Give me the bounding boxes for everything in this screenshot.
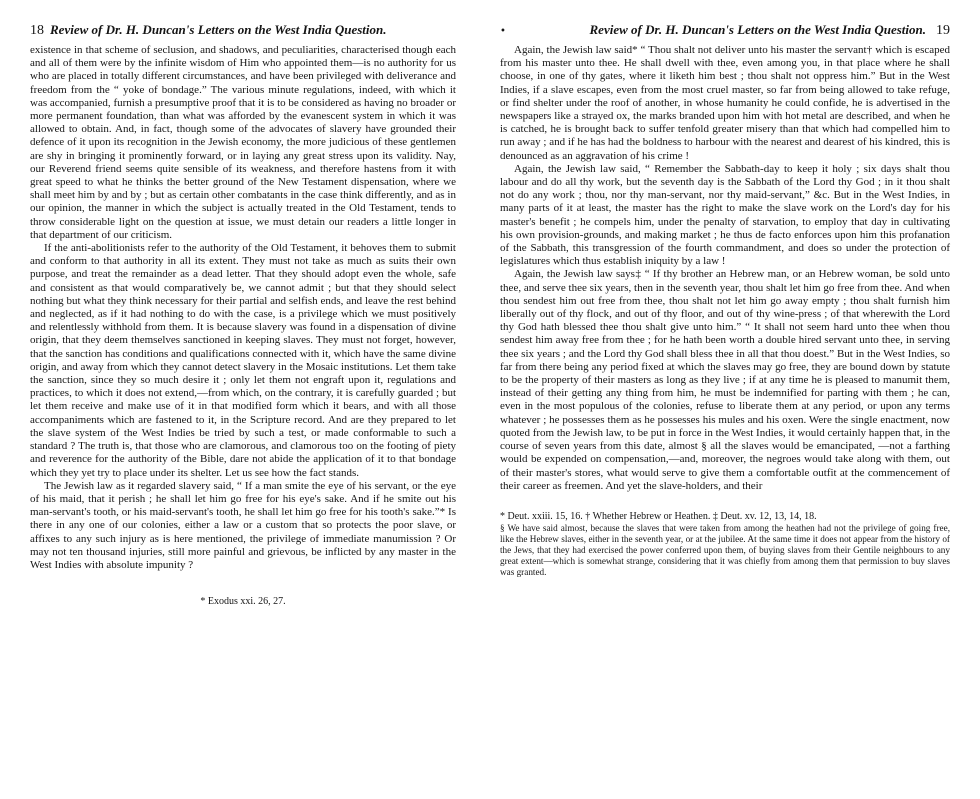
left-footnote: * Exodus xxi. 26, 27. [200, 596, 286, 608]
left-page-number: 18 [30, 23, 44, 38]
right-running-head: Review of Dr. H. Duncan's Letters on the West India Question. [589, 22, 926, 37]
right-page-header [500, 22, 950, 42]
left-footnote-block [30, 596, 456, 608]
right-paragraph-1: Again, the Jewish law said* “ Thou shalt not deliver unto his master the servant† which is escaped from his master unto thee. He shall dwell with thee, even among you, in that place where he shall choose, in one of thy gates, where it liketh him best ; thou shalt not oppress him.” But in the West Indies, if a slave escapes, even from the most cruel master, so far from being allowed to take refuge, or find shelter under the roof of another, in whose humanity he could confide, he is advertised in the newspapers like a strayed ox, the marks branded upon him with hot metal are described, and when he is catched, he is brought back to suffer tenfold greater misery than that which had compelled him to run away ; and if he has had the boldness to harbour with the nearest and dearest of his kindred, this is denounced as an aggravation of his crime ! [500, 44, 950, 162]
right-page-number: 19 [936, 23, 950, 38]
left-paragraph-3: The Jewish law as it regarded slavery said, “ If a man smite the eye of his servant, or the eye of his maid, that it perish ; he shall let him go free for his eye's sake. And if he smite out his man-servant's tooth, or his maid-servant's tooth, he shall let him go free for his tooth's sake.”* Is there in any one of our colonies, either a law or a custom that so protects the poor slave, or affixes to any such injury as is here mentioned, the privilege of immediate manumission ? Or may not ten thousand injuries, still more painful and grievous, be inflicted by any master in the West Indies with absolute impunity ? [30, 479, 456, 571]
left-paragraph-2: If the anti-abolitionists refer to the authority of the Old Testament, it behoves them to submit and conform to that authority in all its extent. They must not take as much as suits their own purpose, and treat the remainder as a dead letter. That they should adopt even the whole, safe and consistent as that would comparatively be, we cannot admit ; but that they should select nothing but what they think necessary for their partial and selfish ends, and leave the rest behind and neglected, as if it had nothing to do with the case, is a privilege which we must positively and relentlessly withhold from them. It is because slavery was found in a dispensation of divine origin, that they deem themselves sanctioned in keeping slaves. They must not forget, however, that the sanction has conditions and qualifications connected with it, which have the same divine origin, and away from which they cannot detect slavery in the Mosaic institutions. Let them take the sanction, since they so much desire it ; only let them not engraft upon it, regulations and practices, to which it does not extend,—from which, on the contrary, it is carefully guarded ; but let them receive and make use of it in that modified form which it bears, and with all those accompaniments which are fastened to it, in the Scripture record. And are they prepared to let the slave system of the West Indies be tried by such a test, or made conformable to such a standard ? The truth is, that those who are clamorous, and clamorous too on the footing of piety and reverence for the authority of the Bible, dare not abide the application of it to that bondage which they yet try to place under its shelter. Let us see how the fact stands. [30, 242, 456, 479]
right-paragraph-2: Again, the Jewish law said, “ Remember the Sabbath-day to keep it holy ; six days shalt thou labour and do all thy work, but the seventh day is the Sabbath of the Lord thy God ; in it thou shalt not do any work ; thou, nor thy man-servant, nor thy maid-servant,” &c. But in the West Indies, in many parts of it at least, the master has the right to make the slave work on the Lord's day for his master's benefit ; he compels him, under the penalty of starvation, to employ that day in cultivating his own provision-grounds, and making market ; he thus de facto enforces upon him this profanation of the Sabbath, this transgression of the fourth commandment, and does so under the protection of legislatures which thus establish iniquity by a law ! [500, 162, 950, 268]
left-running-head: Review of Dr. H. Duncan's Letters on the West India Question. [50, 22, 387, 37]
right-paragraph-3: Again, the Jewish law says‡ “ If thy brother an Hebrew man, or an Hebrew woman, be sold unto thee, and serve thee six years, then in the seventh year, thou shalt let him go free from thee. And when thou sendest him out free from thee, thou shalt not let him go away empty ; thou shalt furnish him liberally out of thy flock, and out of thy floor, and out of thy wine-press ; of that wherewith the Lord thy God hath blessed thee thou shalt give unto him.” “ It shall not seem hard unto thee when thou sendest him away free from thee ; for he hath been worth a double hired servant unto thee, in serving thee six years ; and the Lord thy God shall bless thee in all that thou doest.” But in the West Indies, so far from there being any period fixed at which the slaves may go free, they are bound down by statute to be the property of their masters as long as they live ; if at any time he is pleased to manumit them, instead of their getting any thing from him, he must be indemnified for parting with them ; he can, even in the most populous of the colonies, refuse to liberate them at any period, or upon any terms whatever ; he possesses them as he possesses his mules and his oxen. Were the single enactment, now quoted from the Jewish law, to be put in force in the West Indies, it would certainly happen that, in the course of seven years from this date, almost § all the slaves would be emancipated, —not a farthing would be expended on compensation,—and, moreover, the negroes would take along with them, out of their master's stores, what would serve to give them a comfortable outfit at the commencement of their career as freemen. And yet the slave-holders, and their [500, 268, 951, 492]
margin-mark: • [500, 26, 506, 37]
left-page-header [30, 22, 456, 42]
right-footnote-1: * Deut. xxiii. 15, 16. † Whether Hebrew or Heathen. ‡ Deut. xv. 12, 13, 14, 18. [500, 510, 817, 522]
right-page-body [500, 44, 950, 493]
left-paragraph-1: existence in that scheme of seclusion, and shadows, and peculiarities, characterised though each and all of them were by the infinite wisdom of Him who appointed them—is no authority for us who are placed in totally different circumstances, and have been privileged with deliverance and freedom from the “ yoke of bondage.” The various minute regulations, indeed, with which it was accompanied, furnish a presumptive proof that it is to be considered as having no broader or more permanent foundation, than what was afforded by the evanescent system in which it was allowed to obtain. And, in fact, though some of the advocates of slavery have grounded their defence of it upon its recognition in the Jewish economy, the more judicious of these gentlemen are shy in bringing it prominently forward, or in laying any great stress upon its validity. Nay, our Reverend friend seems quite sensible of its weakness, and therefore hastens from it with great speed to what he thinks the better ground of the New Testament dispensation, where we shall meet him by and by ; but as certain other combatants in the case think differently, and as in our opinion, the manner in which the subject is actually treated in the Old Testament, tends to throw considerable light on the question at issue, we must detain our readers a little longer in that department of our criticism. [30, 44, 456, 241]
right-page [500, 22, 950, 578]
right-footnote-block [500, 511, 950, 578]
left-page-body [30, 44, 456, 572]
right-footnote-2: § We have said almost, because the slaves that were taken from among the heathen had not the privilege of going free, like the Hebrew slaves, either in the seventh year, or at the jubilee. At the same time it does not appear from the history of the Jews, that they had exercised the power conferred upon them, of buying slaves from their Gentile neighbours to any great extent—which is somewhat strange, considering that it was chiefly from among them that permission to buy slaves was granted. [500, 522, 950, 577]
left-page [30, 22, 456, 608]
